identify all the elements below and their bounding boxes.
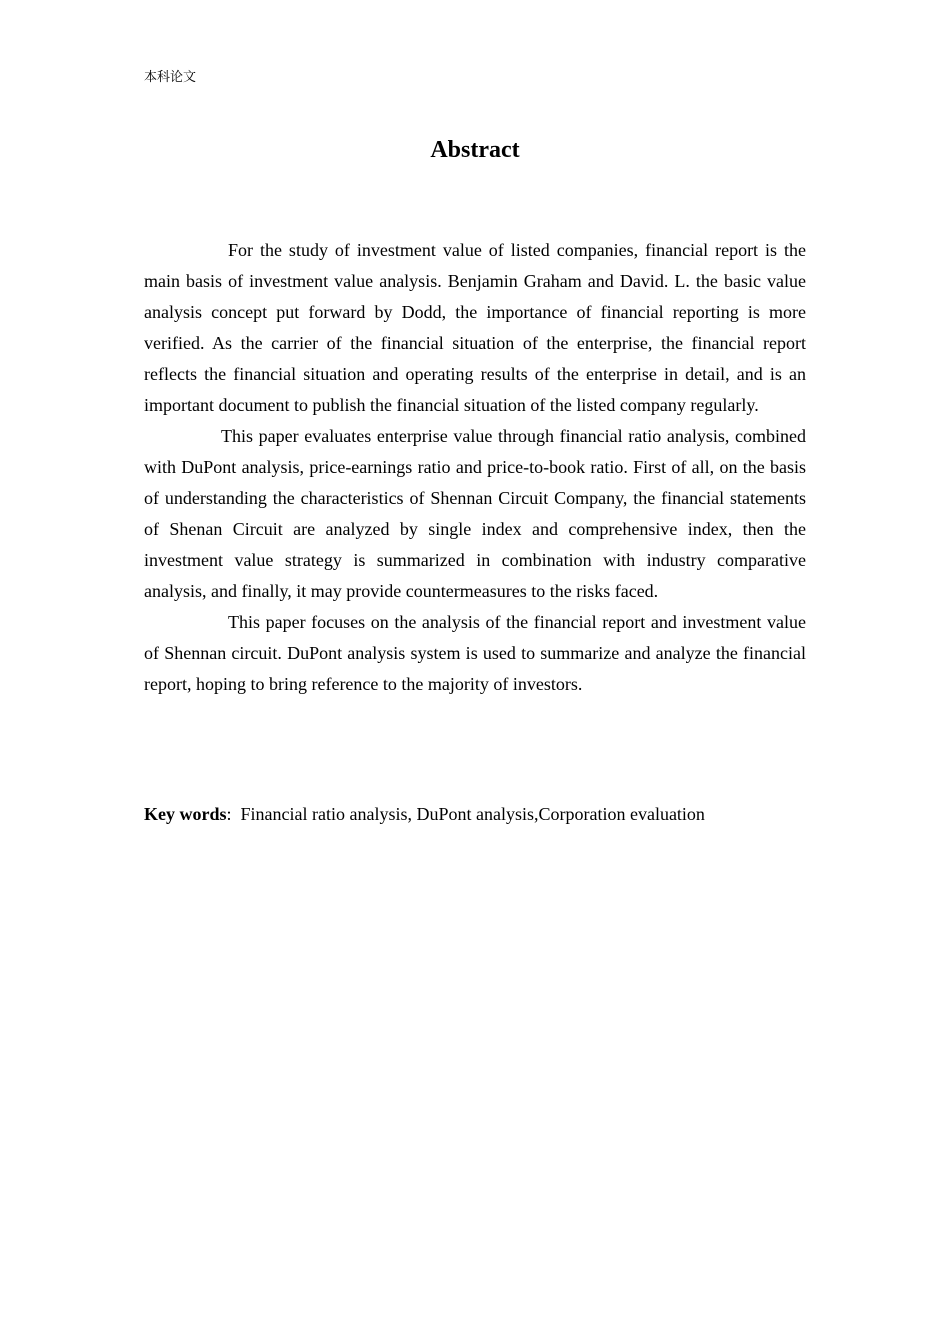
abstract-title: Abstract	[430, 137, 520, 163]
abstract-paragraph-2: This paper evaluates enterprise value through financial ratio analysis, combined with DuPont analysis, price-earnings ratio and price-to-book ratio. First of all, on the basis of understanding the characteristics of Shennan Circuit Company, the financial statements of Shenan Circuit are analyzed by single index and comprehensive index, then the investment value strategy is summarized in combination with industry comparative analysis, and finally, it may provide countermeasures to the risks faced.	[144, 426, 806, 601]
abstract-paragraph-3: This paper focuses on the analysis of the financial report and investment value of Shennan circuit. DuPont analysis system is used to summarize and analyze the financial report, hoping to bring reference to the majority of investors.	[144, 612, 806, 694]
keywords-separator: :	[226, 804, 232, 824]
running-header: 本科论文	[144, 70, 197, 85]
keywords-line	[144, 799, 705, 830]
abstract-body	[144, 235, 806, 700]
keywords-value: Financial ratio analysis, DuPont analysis,Corporation evaluation	[240, 804, 705, 824]
abstract-paragraph-1: For the study of investment value of listed companies, financial report is the main basis of investment value analysis. Benjamin Graham and David. L. the basic value analysis concept put forward by Dodd, the importance of financial reporting is more verified. As the carrier of the financial situation of the enterprise, the financial report reflects the financial situation and operating results of the enterprise in detail, and is an important document to publish the financial situation of the listed company regularly.	[144, 240, 806, 415]
keywords-label: Key words	[144, 804, 227, 824]
